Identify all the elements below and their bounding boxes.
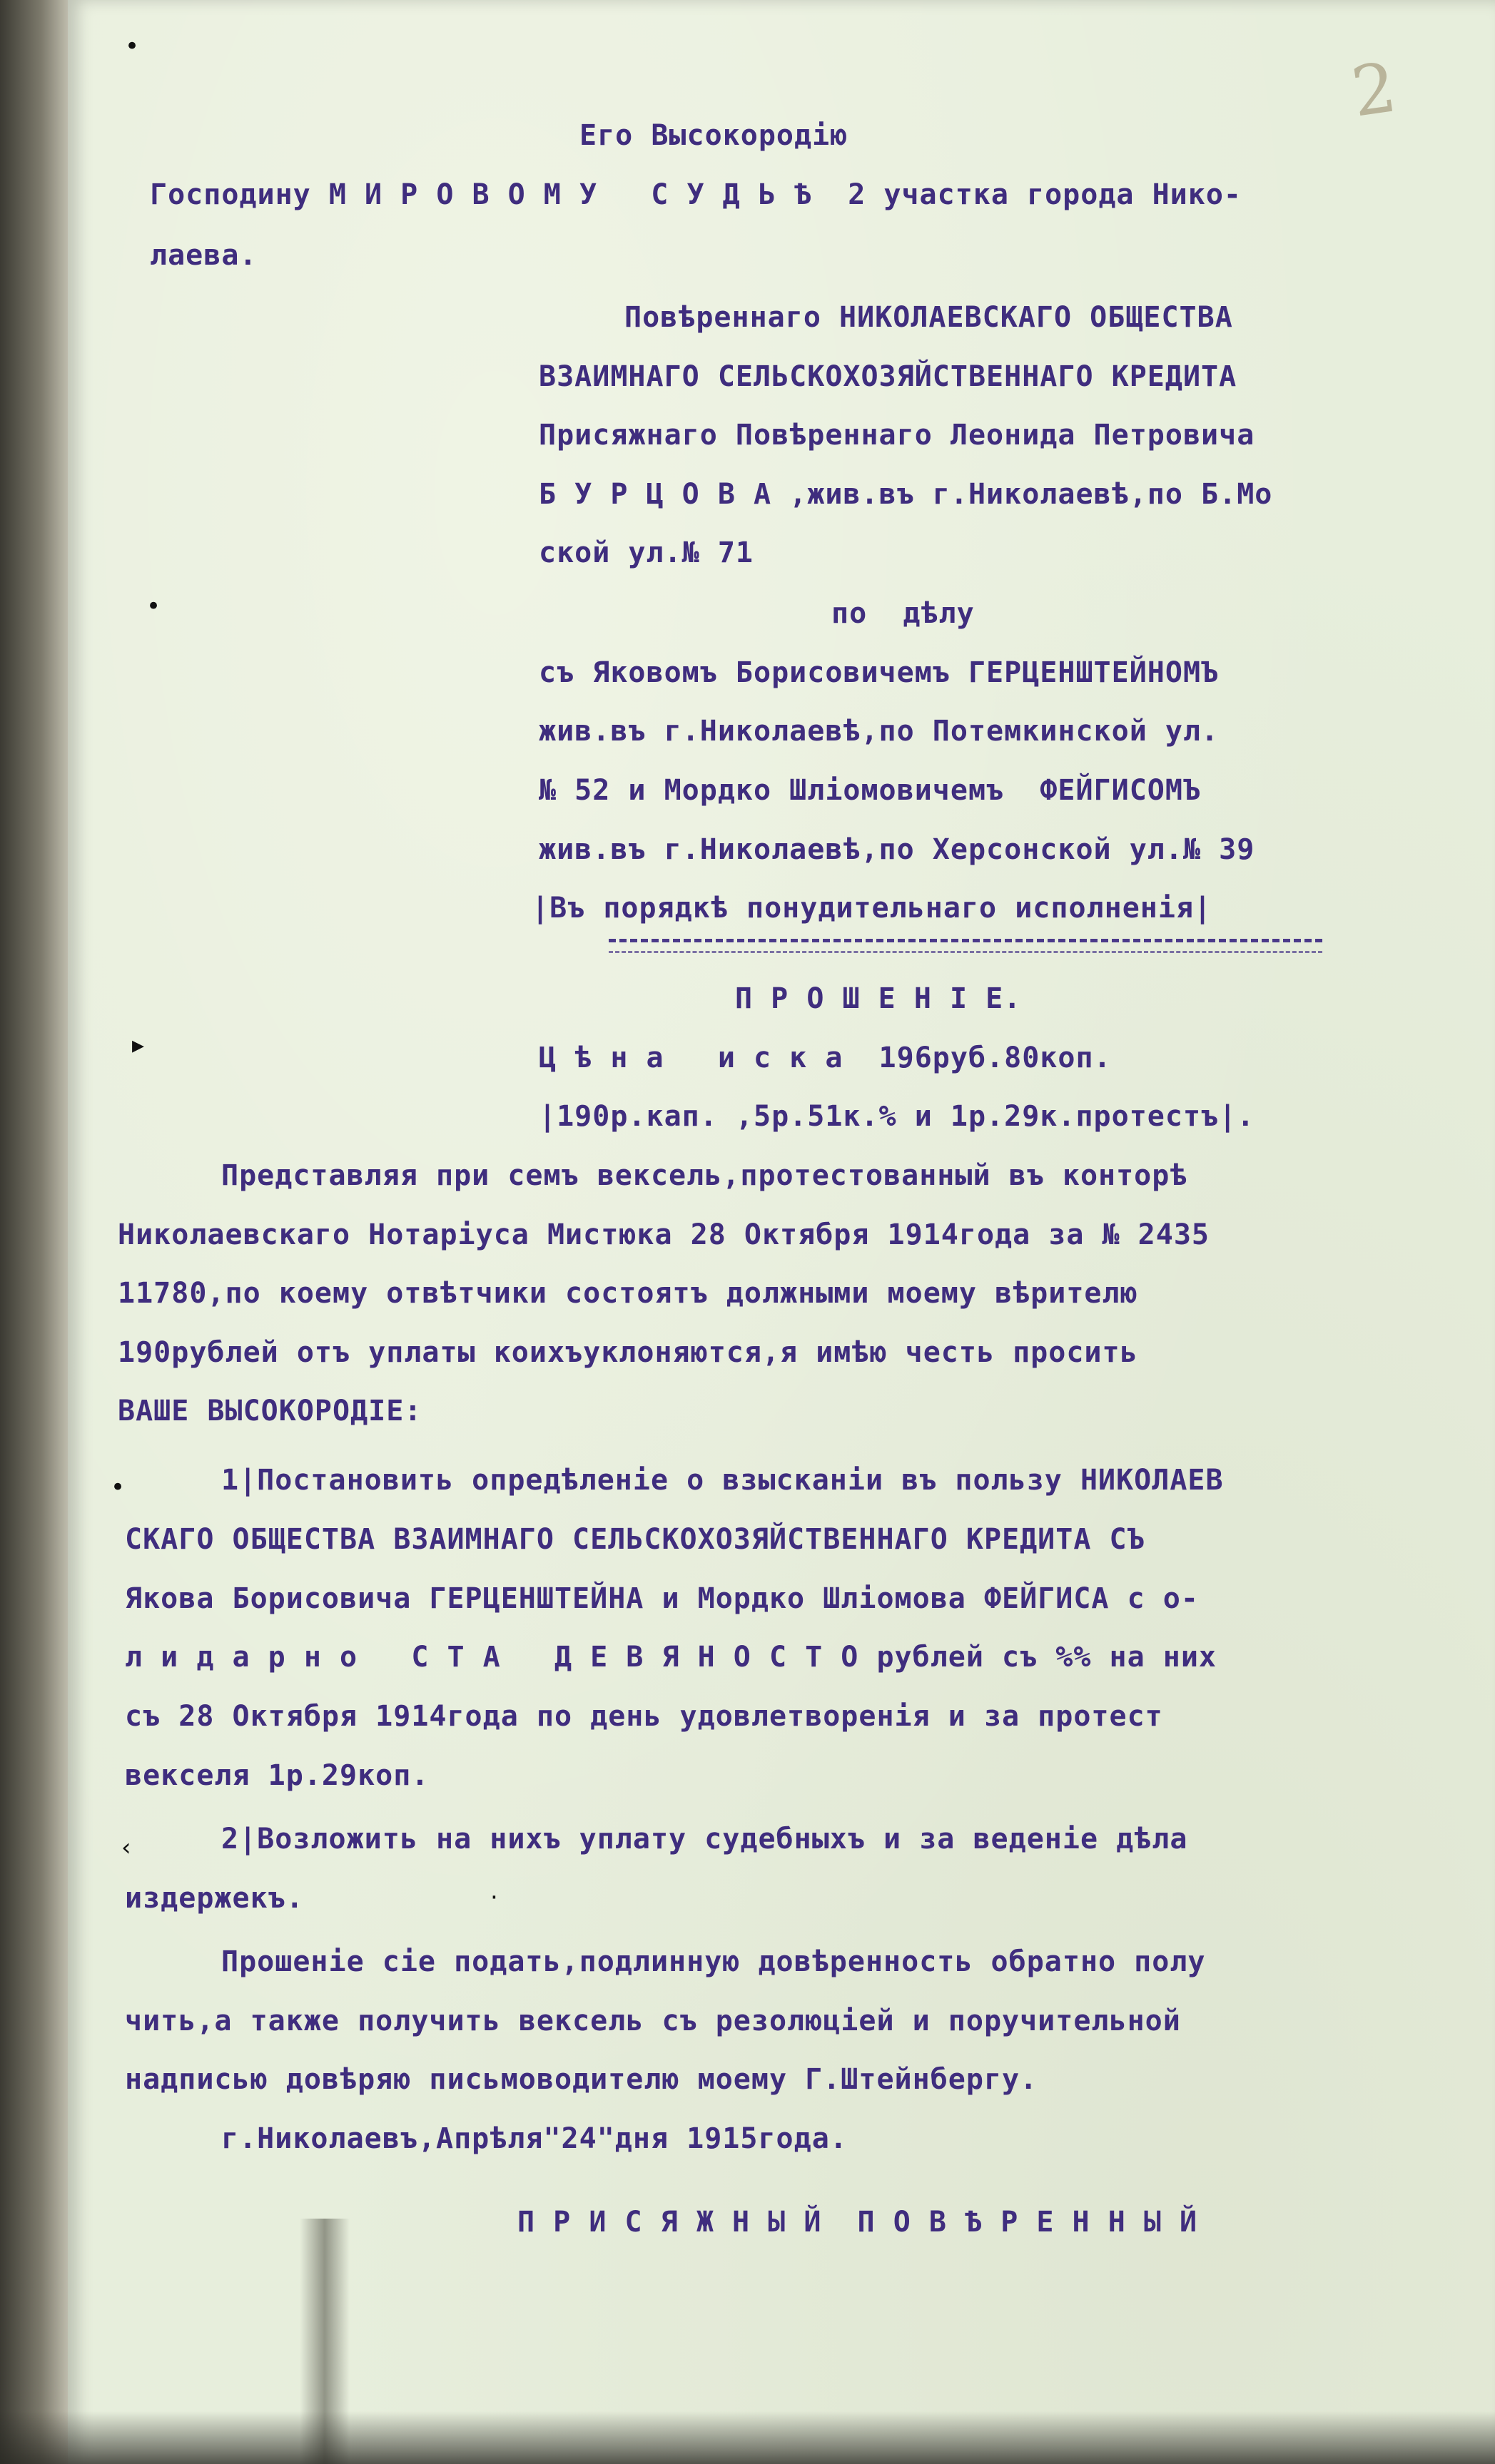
margin-pen-mark: ‹ xyxy=(121,1833,131,1862)
case-procedure: |Въ порядкѣ понудительнаго исполненія| xyxy=(532,892,1212,925)
case-label: по дѣлу xyxy=(831,597,975,630)
margin-pen-mark: · xyxy=(490,1883,498,1912)
case-defendant-1-address: жив.въ г.Николаевѣ,по Потемкинской ул. xyxy=(539,715,1220,748)
claim-breakdown: |190р.кап. ,5р.51к.% и 1р.29к.протестъ|. xyxy=(539,1100,1255,1133)
addressee-honorific: Его Высокородію xyxy=(579,119,848,152)
petitioner-line-4: Б У Р Ц О В А ,жив.въ г.Николаевѣ,по Б.Мо xyxy=(539,478,1273,511)
para-1-line-4: 190рублей отъ уплаты коихъуклоняются,я имѣю честь просить xyxy=(118,1336,1138,1369)
para-1-line-5: ВАШЕ ВЫСОКОРОДІЕ: xyxy=(118,1395,422,1427)
petitioner-line-5: ской ул.№ 71 xyxy=(539,536,754,569)
margin-pen-mark: • xyxy=(146,592,161,621)
para-1-line-1: Представляя при семъ вексель,протестованный въ конторѣ xyxy=(221,1159,1188,1192)
para-2-line-1: Прошеніе сіе подать,подлинную довѣренность обратно полу xyxy=(221,1945,1206,1978)
item-1-line-4: л и д а р н о С Т А Д Е В Я Н О С Т О рублей съ %% на них xyxy=(125,1641,1217,1674)
pencil-page-number: 2 xyxy=(1347,47,1402,133)
case-defendant-1: съ Яковомъ Борисовичемъ ГЕРЦЕНШТЕЙНОМЪ xyxy=(539,656,1220,689)
claim-value: Ц ѣ н а и с к а 196руб.80коп. xyxy=(539,1042,1112,1074)
scan-bottom-edge xyxy=(0,2411,1495,2464)
margin-pen-mark: • xyxy=(125,32,140,61)
petitioner-line-1: Повѣреннаго НИКОЛАЕВСКАГО ОБЩЕСТВА xyxy=(624,301,1233,334)
item-1-line-3: Якова Борисовича ГЕРЦЕНШТЕЙНА и Мордко Шліомова ФЕЙГИСА с о- xyxy=(125,1582,1199,1615)
procedure-underline xyxy=(609,939,1322,942)
para-1-line-3: 11780,по коему отвѣтчики состоятъ должными моему вѣрителю xyxy=(118,1277,1138,1310)
item-2-line-2: издержекъ. xyxy=(125,1882,304,1915)
item-1-line-2: СКАГО ОБЩЕСТВА ВЗАИМНАГО СЕЛЬСКОХОЗЯЙСТВЕННАГО КРЕДИТА СЪ xyxy=(125,1523,1145,1556)
procedure-underline-second xyxy=(609,951,1322,953)
para-2-line-2: чить,а также получить вексель съ резолюціей и поручительной xyxy=(125,2005,1181,2037)
addressee-city: лаева. xyxy=(150,239,258,272)
case-defendant-2: № 52 и Мордко Шліомовичемъ ФЕЙГИСОМЪ xyxy=(539,774,1202,807)
document-sheet xyxy=(68,0,1495,2464)
item-1-line-1: 1|Постановить опредѣленіе о взысканіи въ пользу НИКОЛАЕВ xyxy=(221,1464,1224,1497)
petitioner-line-3: Присяжнаго Повѣреннаго Леонида Петровича xyxy=(539,419,1255,452)
margin-pen-mark: • xyxy=(111,1473,126,1502)
case-defendant-2-address: жив.въ г.Николаевѣ,по Херсонской ул.№ 39 xyxy=(539,833,1255,866)
item-2-line-1: 2|Возложить на нихъ уплату судебныхъ и за веденіе дѣла xyxy=(221,1823,1188,1855)
item-1-line-6: векселя 1р.29коп. xyxy=(125,1759,430,1792)
place-and-date: г.Николаевъ,Апрѣля"24"дня 1915года. xyxy=(221,2122,848,2155)
item-1-line-5: съ 28 Октября 1914года по день удовлетворенія и за протест xyxy=(125,1700,1163,1733)
para-1-line-2: Николаевскаго Нотаріуса Мистюка 28 Октября 1914года за № 2435 xyxy=(118,1218,1210,1251)
scan-left-margin xyxy=(0,0,75,2464)
addressee-judge: Господину М И Р О В О М У С У Д Ь Ѣ 2 участка города Нико- xyxy=(150,178,1242,211)
margin-pen-mark: ▸ xyxy=(132,1031,145,1059)
petitioner-line-2: ВЗАИМНАГО СЕЛЬСКОХОЗЯЙСТВЕННАГО КРЕДИТА xyxy=(539,360,1237,393)
para-2-line-3: надписью довѣряю письмоводителю моему Г.Штейнбергу. xyxy=(125,2063,1038,2096)
signature-title: П Р И С Я Ж Н Ы Й П О В Ѣ Р Е Н Н Ы Й xyxy=(517,2206,1198,2239)
document-title: П Р О Ш Е Н І Е. xyxy=(735,982,1022,1015)
